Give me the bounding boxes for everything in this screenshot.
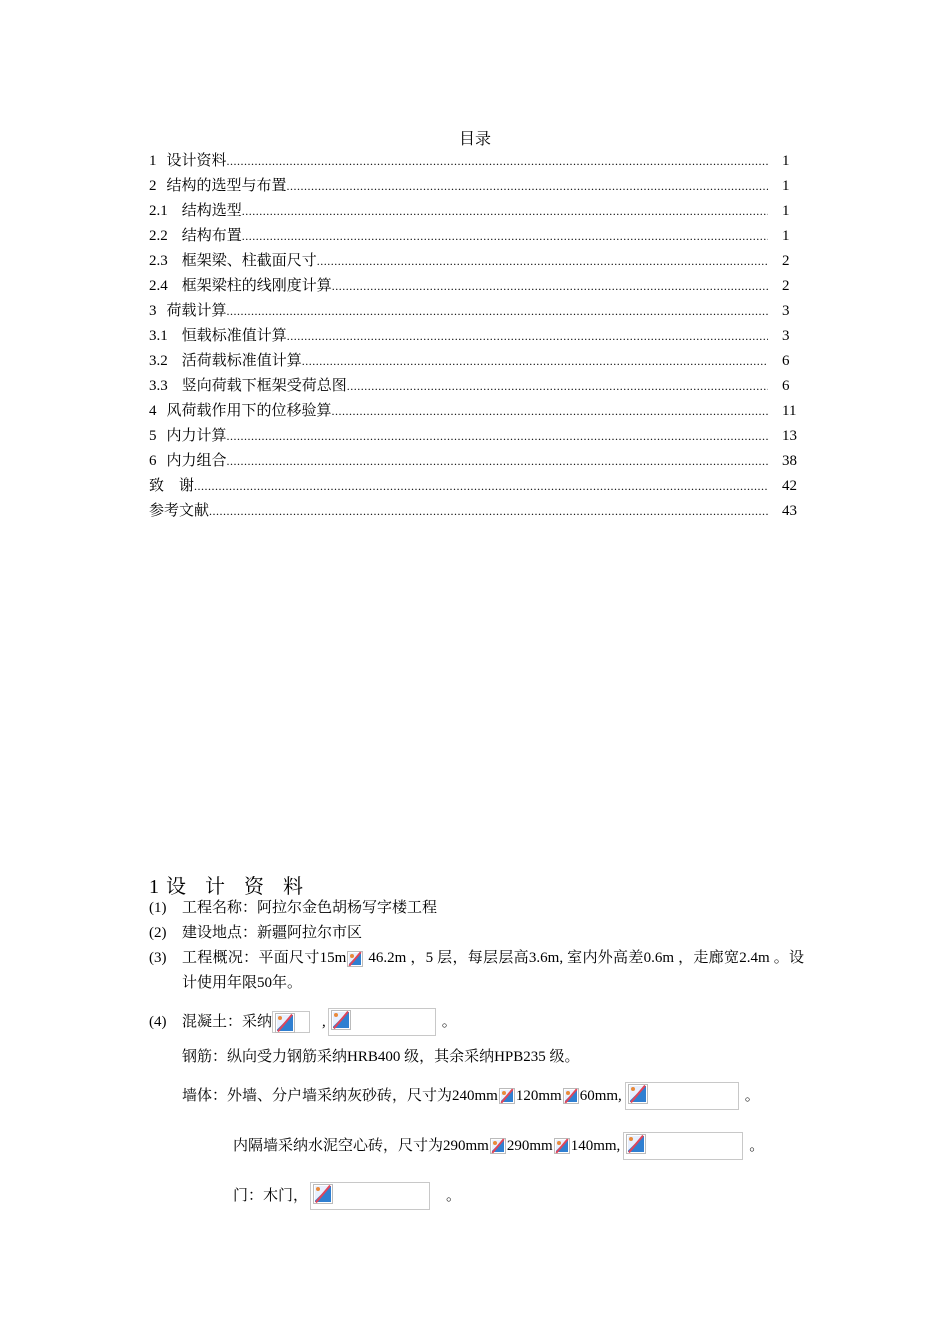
image-placeholder bbox=[623, 1132, 743, 1160]
broken-image-icon bbox=[626, 1134, 646, 1154]
toc-entry-page: 1 bbox=[782, 228, 790, 244]
inner-wall-text-a: 内隔墙采纳水泥空心砖，尺寸为290mm bbox=[233, 1138, 489, 1154]
toc-entry[interactable] bbox=[149, 300, 804, 325]
inner-wall-line bbox=[233, 1132, 764, 1160]
toc-entry-label: 致 谢 bbox=[149, 478, 195, 494]
toc-entry[interactable] bbox=[149, 425, 804, 450]
toc-entry-label: 荷载计算 bbox=[166, 303, 227, 319]
period: 。 bbox=[446, 1188, 462, 1204]
toc-entry-number: 2 bbox=[149, 178, 157, 194]
item-text: 工程名称：阿拉尔金色胡杨写字楼工程 bbox=[182, 900, 438, 916]
broken-image-icon bbox=[347, 951, 363, 967]
toc-entry-page: 11 bbox=[782, 403, 797, 419]
broken-image-icon bbox=[563, 1088, 579, 1104]
toc-leader-dots bbox=[332, 400, 768, 422]
period: 。 bbox=[744, 1088, 760, 1104]
toc-entry-label: 风荷载作用下的位移验算 bbox=[166, 403, 332, 419]
toc-entry-page: 6 bbox=[782, 353, 790, 369]
concrete-label: 混凝土：采纳 bbox=[182, 1014, 273, 1030]
broken-image-icon bbox=[499, 1088, 515, 1104]
toc-entry[interactable] bbox=[149, 200, 804, 225]
toc-entry-label: 内力组合 bbox=[166, 453, 227, 469]
toc-entry-number: 3.2 bbox=[149, 353, 168, 369]
toc-entry-label: 恒载标准值计算 bbox=[181, 328, 287, 344]
toc-entry[interactable] bbox=[149, 325, 804, 350]
toc-entry[interactable] bbox=[149, 500, 804, 525]
toc-entry-page: 1 bbox=[782, 153, 790, 169]
toc-entry-label: 框架梁柱的线刚度计算 bbox=[181, 278, 332, 294]
toc-entry[interactable] bbox=[149, 400, 804, 425]
wall-line bbox=[182, 1082, 760, 1110]
period: 。 bbox=[749, 1138, 765, 1154]
toc-entry-label: 结构选型 bbox=[181, 203, 242, 219]
toc-entry[interactable] bbox=[149, 350, 804, 375]
toc-entry-label: 内力计算 bbox=[166, 428, 227, 444]
image-placeholder bbox=[272, 1011, 310, 1033]
toc-leader-dots bbox=[347, 375, 768, 397]
toc-entry-label: 结构布置 bbox=[181, 228, 242, 244]
toc-entry-page: 38 bbox=[782, 453, 797, 469]
broken-image-icon bbox=[490, 1138, 506, 1154]
toc-leader-dots bbox=[194, 475, 768, 497]
toc-entry[interactable] bbox=[149, 450, 804, 475]
item-overview bbox=[149, 946, 804, 996]
toc-entry-number: 6 bbox=[149, 453, 157, 469]
toc-entry[interactable] bbox=[149, 250, 804, 275]
toc-leader-dots bbox=[287, 325, 768, 347]
broken-image-icon bbox=[331, 1010, 351, 1030]
toc-leader-dots bbox=[302, 350, 768, 372]
toc-entry-page: 2 bbox=[782, 278, 790, 294]
toc-entry-page: 42 bbox=[782, 478, 797, 494]
toc-entry-label: 结构的选型与布置 bbox=[166, 178, 287, 194]
rebar-line bbox=[182, 1045, 580, 1069]
item-index: (1) bbox=[149, 900, 167, 916]
toc-entry-label: 设计资料 bbox=[166, 153, 227, 169]
door-line bbox=[233, 1182, 461, 1210]
wall-text-b: 120mm bbox=[515, 1088, 562, 1104]
item-index: (3) bbox=[149, 950, 167, 966]
toc-entry[interactable] bbox=[149, 275, 804, 300]
toc-leader-dots bbox=[287, 175, 768, 197]
toc-leader-dots bbox=[242, 200, 768, 222]
toc-entry-number: 2.4 bbox=[149, 278, 168, 294]
toc-entry[interactable] bbox=[149, 375, 804, 400]
toc-leader-dots bbox=[227, 425, 768, 447]
toc-entry-number: 5 bbox=[149, 428, 157, 444]
overview-text-b: 46.2m ，5 层，每层层高3.6m, 室内外高差0.6m ，走廊宽2.4m 。设计使用年限50年。 bbox=[182, 950, 805, 991]
toc-entry-page: 3 bbox=[782, 303, 790, 319]
item-location bbox=[149, 921, 362, 945]
inner-wall-text-b: 290mm bbox=[506, 1138, 553, 1154]
toc-leader-dots bbox=[227, 300, 768, 322]
toc-leader-dots bbox=[317, 250, 768, 272]
table-of-contents bbox=[149, 150, 804, 525]
broken-image-icon bbox=[313, 1184, 333, 1204]
wall-text-c: 60mm, bbox=[579, 1088, 622, 1104]
door-text: 门：木门， bbox=[233, 1188, 309, 1204]
toc-leader-dots bbox=[227, 150, 768, 172]
toc-entry-label: 框架梁、柱截面尺寸 bbox=[181, 253, 317, 269]
image-placeholder bbox=[310, 1182, 430, 1210]
image-placeholder bbox=[625, 1082, 739, 1110]
rebar-text: 钢筋：纵向受力钢筋采纳HRB400 级，其余采纳HPB235 级。 bbox=[182, 1049, 580, 1065]
broken-image-icon bbox=[275, 1013, 295, 1033]
section-heading: 1设 计 资 料 bbox=[149, 876, 310, 898]
wall-text-a: 墙体：外墙、分户墙采纳灰砂砖，尺寸为240mm bbox=[182, 1088, 498, 1104]
item-index: (2) bbox=[149, 925, 167, 941]
broken-image-icon bbox=[628, 1084, 648, 1104]
toc-entry-number: 2.2 bbox=[149, 228, 168, 244]
toc-entry-label: 竖向荷载下框架受荷总图 bbox=[181, 378, 347, 394]
overview-text-a: 工程概况：平面尺寸15m bbox=[182, 950, 347, 966]
toc-title: 目录 bbox=[458, 131, 491, 148]
item-index: (4) bbox=[149, 1014, 167, 1030]
period: 。 bbox=[441, 1014, 457, 1030]
item-project-name bbox=[149, 896, 437, 920]
toc-entry[interactable] bbox=[149, 175, 804, 200]
toc-entry-number: 2.1 bbox=[149, 203, 168, 219]
item-concrete bbox=[149, 1008, 457, 1036]
toc-entry-page: 1 bbox=[782, 203, 790, 219]
toc-entry-page: 2 bbox=[782, 253, 790, 269]
broken-image-icon bbox=[554, 1138, 570, 1154]
toc-entry[interactable] bbox=[149, 475, 804, 500]
toc-entry-number: 3.3 bbox=[149, 378, 168, 394]
toc-entry-number: 3.1 bbox=[149, 328, 168, 344]
image-placeholder bbox=[328, 1008, 436, 1036]
toc-entry-label: 活荷载标准值计算 bbox=[181, 353, 302, 369]
toc-entry-number: 4 bbox=[149, 403, 157, 419]
toc-leader-dots bbox=[227, 450, 768, 472]
toc-entry-label: 参考文献 bbox=[149, 503, 210, 519]
toc-entry-number: 3 bbox=[149, 303, 157, 319]
toc-entry-page: 43 bbox=[782, 503, 797, 519]
toc-entry-number: 1 bbox=[149, 153, 157, 169]
toc-entry-page: 13 bbox=[782, 428, 797, 444]
inner-wall-text-c: 140mm, bbox=[570, 1138, 621, 1154]
toc-entry[interactable] bbox=[149, 225, 804, 250]
toc-leader-dots bbox=[242, 225, 768, 247]
item-text: 建设地点：新疆阿拉尔市区 bbox=[182, 925, 363, 941]
toc-entry-page: 3 bbox=[782, 328, 790, 344]
toc-entry-number: 2.3 bbox=[149, 253, 168, 269]
toc-leader-dots bbox=[332, 275, 768, 297]
toc-leader-dots bbox=[209, 500, 768, 522]
toc-entry[interactable] bbox=[149, 150, 804, 175]
toc-entry-page: 6 bbox=[782, 378, 790, 394]
separator-comma: , bbox=[322, 1014, 326, 1030]
toc-entry-page: 1 bbox=[782, 178, 790, 194]
